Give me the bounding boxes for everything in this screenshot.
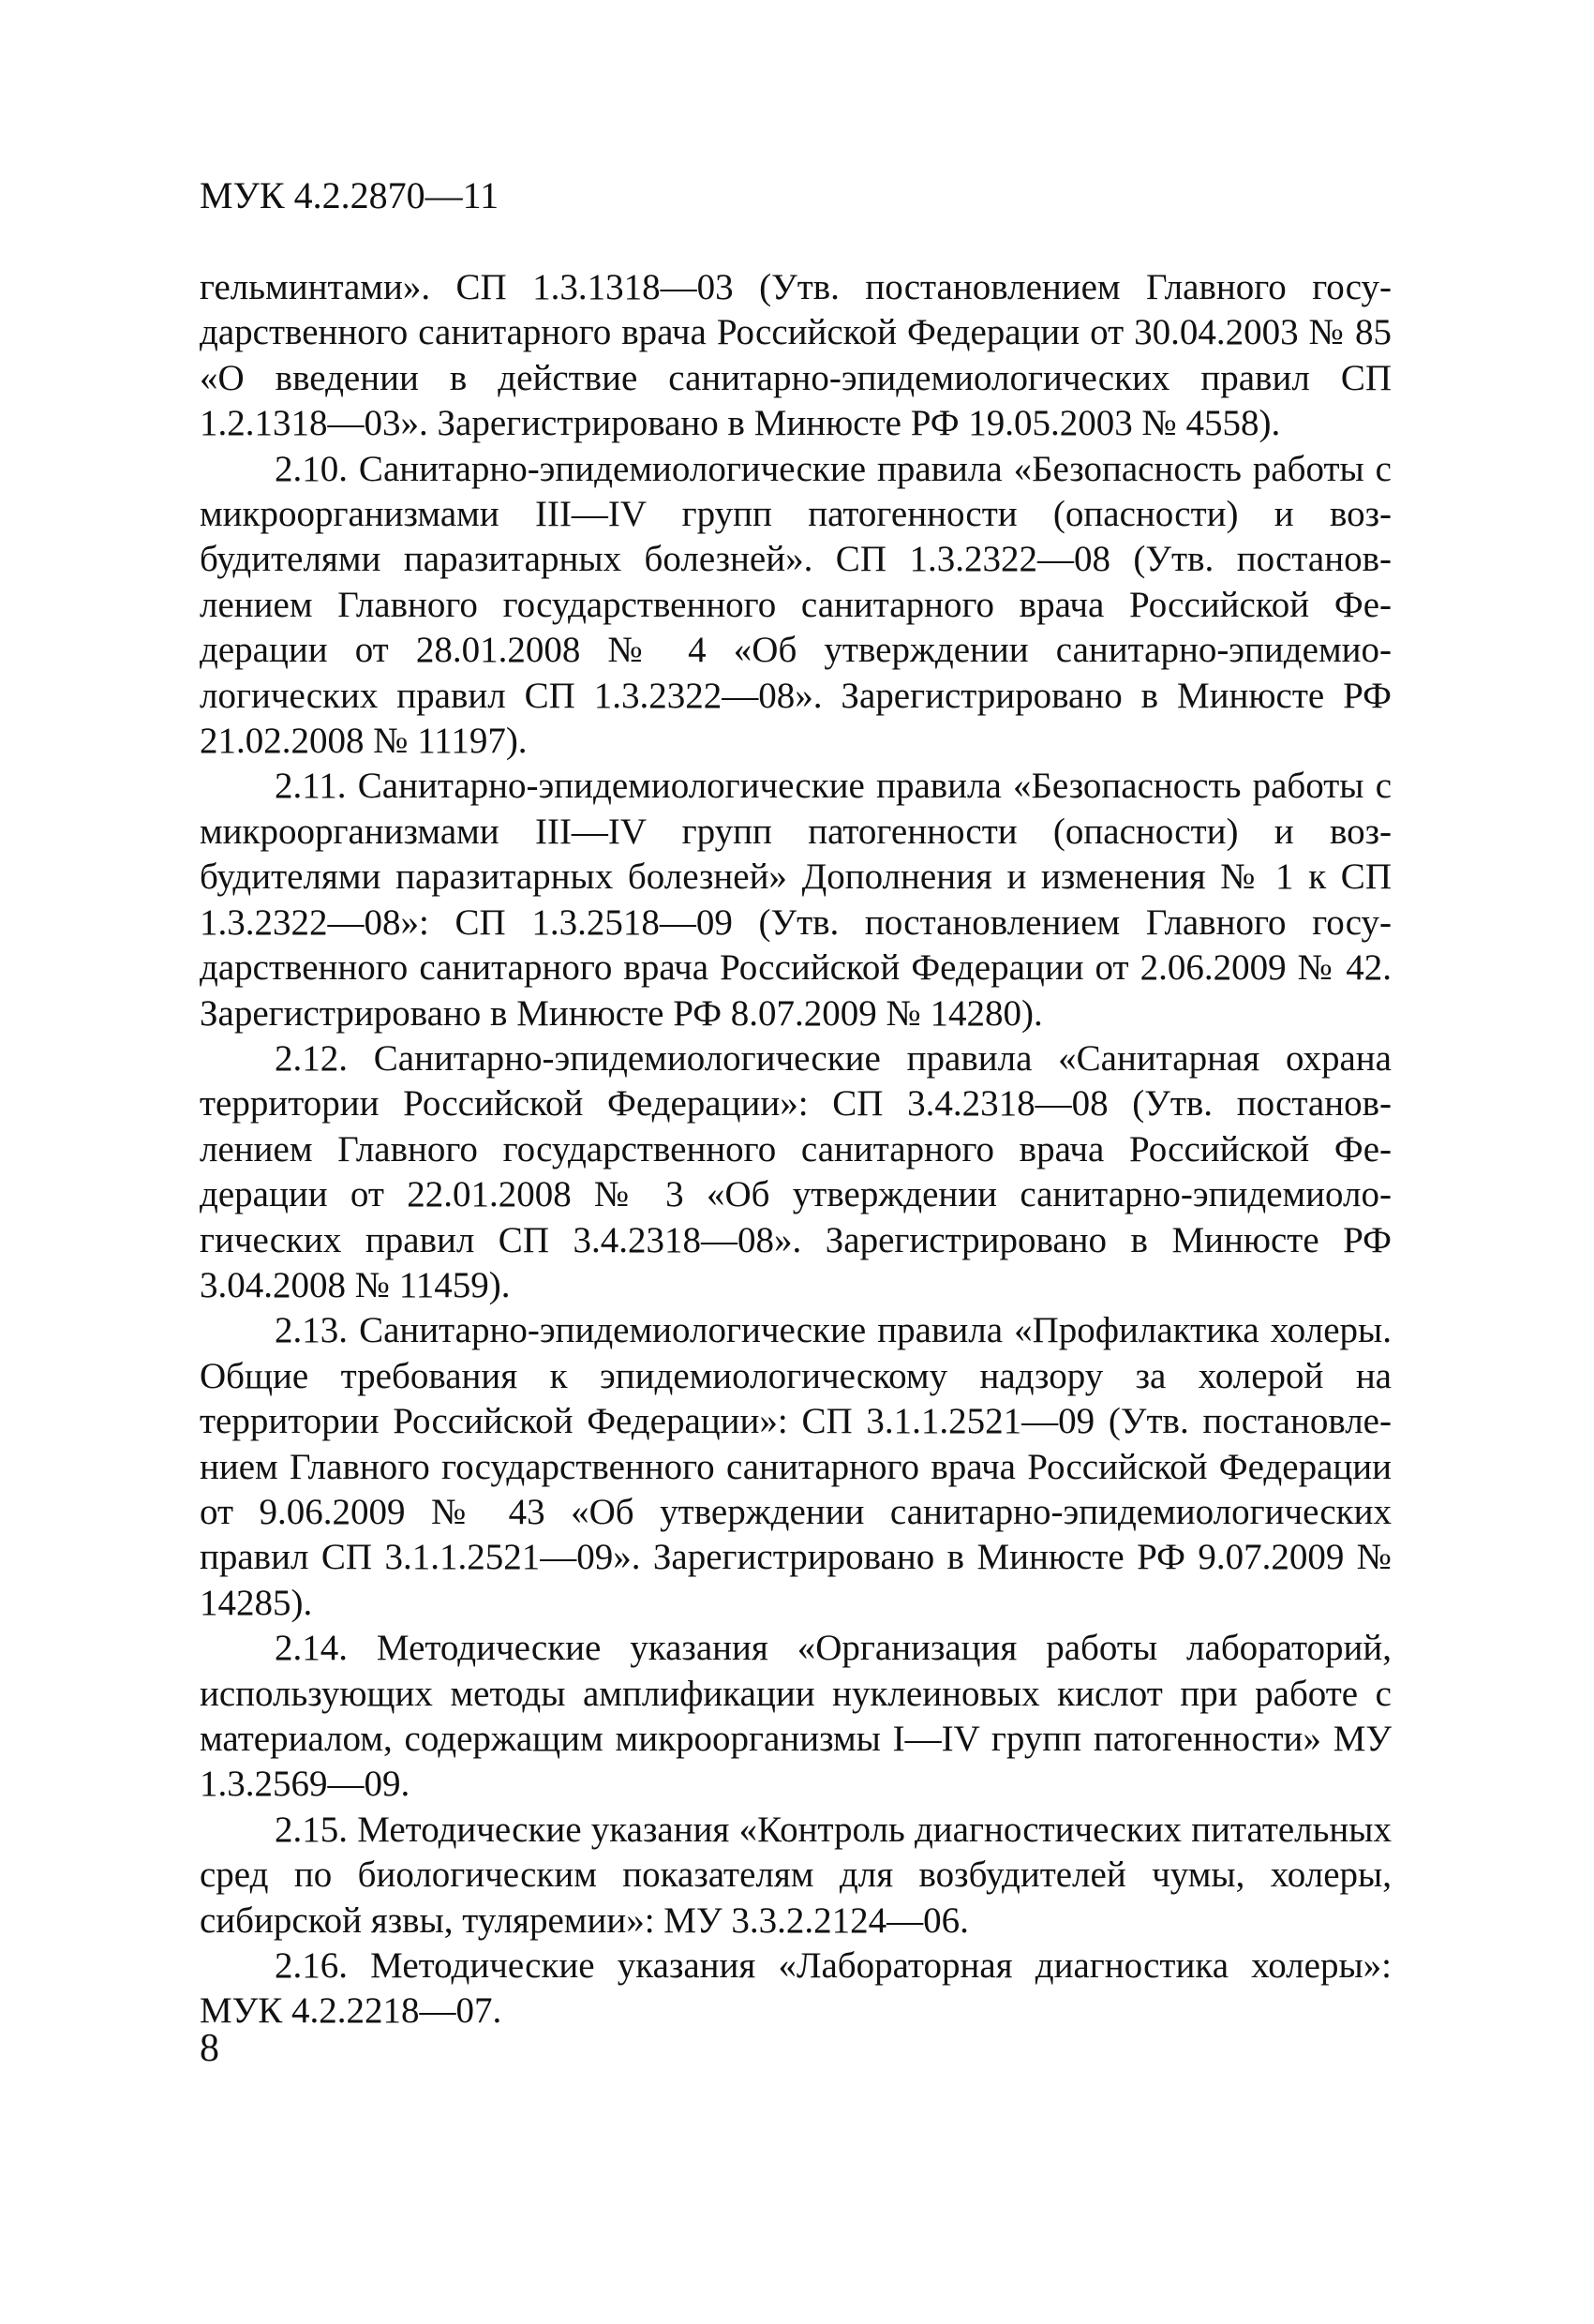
paragraph-2-14: 2.14. Методические указания «Организация работы лабораторий, использующих методы амплификации нуклеиновых кислот при работе с материалом, содержащим микроорганизмы I—IV групп патогенности» МУ 1.3.2569—09. xyxy=(200,1628,1392,1805)
paragraph-2-12: 2.12. Санитарно-эпидемиологические правила «Санитарная охрана территории Российской Федерации»: СП 3.4.2318—08 (Утв. постановлением Главного государственного санитарного врача Российской Федерации от 22.01.2008 № 3 «Об утверждении санитарно-эпидемиологических правил СП 3.4.2318—08». Зарегистрировано в Минюсте РФ 3.04.2008 № 11459). xyxy=(200,1037,1392,1305)
paragraph-continuation: гельминтами». СП 1.3.1318—03 (Утв. постановлением Главного государственного санитарного врача Российской Федерации от 30.04.2003 № 85 «О введении в действие санитарно-эпидемиологических правил СП 1.2.1318—03». Зарегистрировано в Минюсте РФ 19.05.2003 № 4558). xyxy=(200,267,1392,444)
body-text xyxy=(200,265,1392,2034)
paragraph-2-13: 2.13. Санитарно-эпидемиологические правила «Профилактика холеры. Общие требования к эпидемиологическому надзору за холерой на территории Российской Федерации»: СП 3.1.1.2521—09 (Утв. постановлением Главного государственного санитарного врача Российской Федерации от 9.06.2009 № 43 «Об утверждении санитарно-эпидемиологических правил СП 3.1.1.2521—09». Зарегистрировано в Минюсте РФ 9.07.2009 № 14285). xyxy=(200,1310,1392,1623)
page-number: 8 xyxy=(200,2027,219,2070)
running-header: МУК 4.2.2870—11 xyxy=(200,174,499,216)
paragraph-2-16: 2.16. Методические указания «Лабораторная диагностика холеры»: МУК 4.2.2218—07. xyxy=(200,1945,1392,2032)
paragraph-2-11: 2.11. Санитарно-эпидемиологические правила «Безопасность работы с микроорганизмами III—IV групп патогенности (опасности) и возбудителями паразитарных болезней» Дополнения и изменения № 1 к СП 1.3.2322—08»: СП 1.3.2518—09 (Утв. постановлением Главного государственного санитарного врача Российской Федерации от 2.06.2009 № 42. Зарегистрировано в Минюсте РФ 8.07.2009 № 14280). xyxy=(200,766,1392,1034)
paragraph-2-10: 2.10. Санитарно-эпидемиологические правила «Безопасность работы с микроорганизмами III—IV групп патогенности (опасности) и возбудителями паразитарных болезней». СП 1.3.2322—08 (Утв. постановлением Главного государственного санитарного врача Российской Федерации от 28.01.2008 № 4 «Об утверждении санитарно-эпидемиологических правил СП 1.3.2322—08». Зарегистрировано в Минюсте РФ 21.02.2008 № 11197). xyxy=(200,448,1392,762)
paragraph-2-15: 2.15. Методические указания «Контроль диагностических питательных сред по биологическим показателям для возбудителей чумы, холеры, сибирской язвы, туляремии»: МУ 3.3.2.2124—06. xyxy=(200,1809,1392,1941)
